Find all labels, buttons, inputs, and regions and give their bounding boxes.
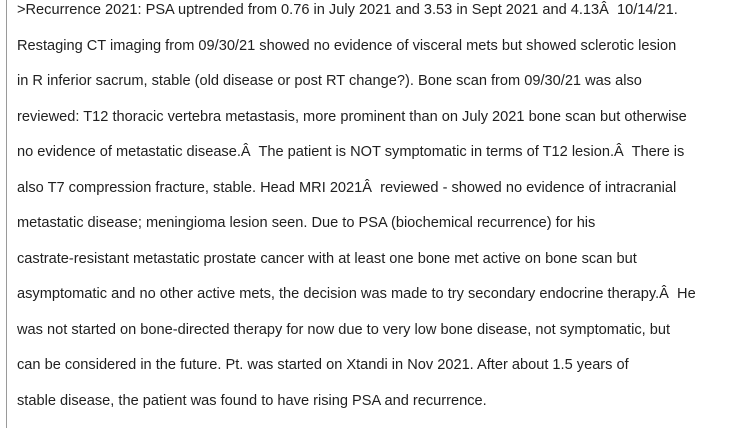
note-line-10: was not started on bone-directed therapy for now due to very low bone disease, not symptomatic, but — [17, 321, 671, 338]
note-line-4: reviewed: T12 thoracic vertebra metastasis, more prominent than on July 2021 bone scan but otherwise — [17, 108, 687, 125]
note-line-2: Restaging CT imaging from 09/30/21 showed no evidence of visceral mets but showed sclerotic lesion — [17, 37, 677, 54]
note-line-1: >Recurrence 2021: PSA uptrended from 0.76 in July 2021 and 3.53 in Sept 2021 and 4.13Â 10/14/21. — [17, 2, 678, 18]
note-line-7: metastatic disease; meningioma lesion seen. Due to PSA (biochemical recurrence) for his — [17, 215, 596, 231]
clinical-note-text — [17, 0, 733, 426]
note-line-6: also T7 compression fracture, stable. Head MRI 2021Â reviewed - showed no evidence of intracranial — [17, 179, 677, 196]
note-line-5: no evidence of metastatic disease.Â The patient is NOT symptomatic in terms of T12 lesion.Â There is — [17, 144, 685, 160]
note-line-11: can be considered in the future. Pt. was started on Xtandi in Nov 2021. After about 1.5 years of — [17, 357, 629, 373]
note-line-12: stable disease, the patient was found to have rising PSA and recurrence. — [17, 392, 487, 409]
note-line-9: asymptomatic and no other active mets, the decision was made to try secondary endocrine therapy.Â He — [17, 286, 696, 302]
note-line-3: in R inferior sacrum, stable (old disease or post RT change?). Bone scan from 09/30/21 was also — [17, 73, 642, 89]
note-line-8: castrate-resistant metastatic prostate cancer with at least one bone met active on bone scan but — [17, 250, 637, 267]
